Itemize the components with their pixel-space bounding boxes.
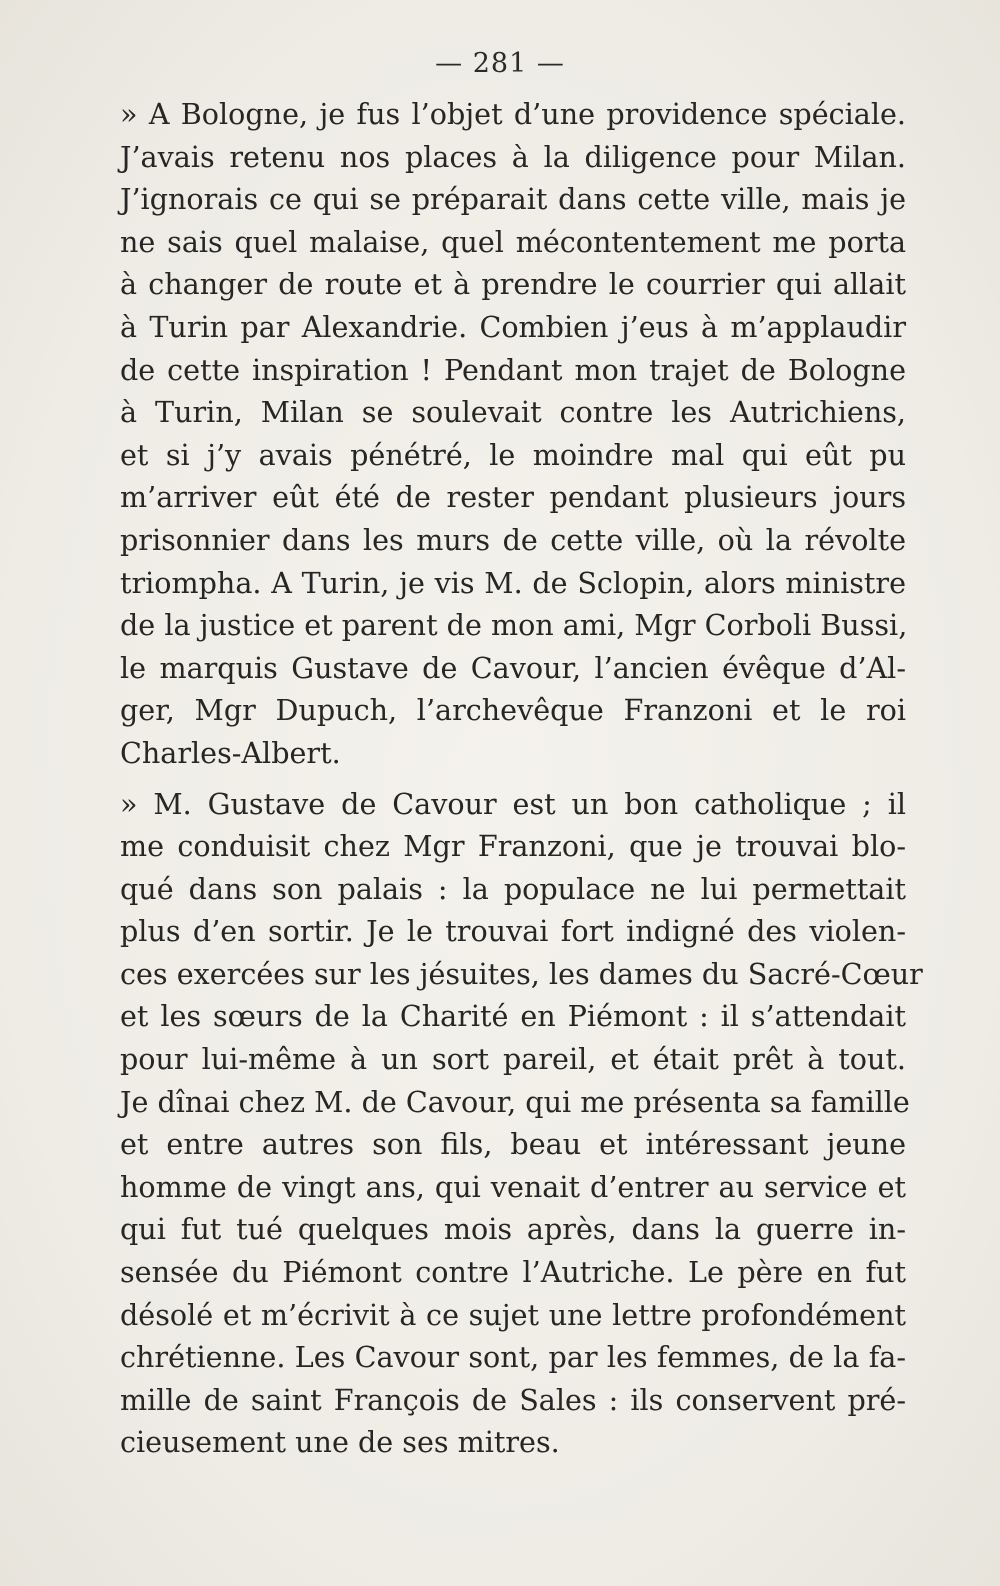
text-line: me conduisit chez Mgr Franzoni, que je trouvai blo- [120,829,906,864]
text-line: et entre autres son fils, beau et intéressant jeune [120,1127,906,1162]
text-line: de cette inspiration ! Pendant mon trajet de Bologne [120,352,906,387]
text-line: homme de vingt ans, qui venait d’entrer au service et [120,1169,906,1204]
text-line: Je dînai chez M. de Cavour, qui me présenta sa famille [120,1084,910,1119]
text-line: et les sœurs de la Charité en Piémont : il s’attendait [120,999,906,1034]
text-line: prisonnier dans les murs de cette ville, où la révolte [120,522,906,557]
text-line: cieusement une de ses mitres. [120,1425,560,1460]
text-line: ces exercées sur les jésuites, les dames du Sacré-Cœur [120,956,923,991]
text-line: triompha. A Turin, je vis M. de Sclopin, alors ministre [120,565,906,600]
text-line: à Turin par Alexandrie. Combien j’eus à m’applaudir [120,309,906,344]
body-text [120,93,923,1464]
text-line: ne sais quel malaise, quel mécontentement me porta [120,224,906,259]
text-line: et si j’y avais pénétré, le moindre mal qui eût pu [120,437,906,472]
text-line: » M. Gustave de Cavour est un bon catholique ; il [120,786,906,821]
text-line: qué dans son palais : la populace ne lui permettait [120,871,906,906]
text-line: ger, Mgr Dupuch, l’archevêque Franzoni et le roi [120,693,906,728]
paragraph-2 [120,783,923,1465]
text-line: à changer de route et à prendre le courrier qui allait [120,267,906,302]
text-line: J’ignorais ce qui se préparait dans cette ville, mais je [120,182,906,217]
text-line: » A Bologne, je fus l’objet d’une providence spéciale. [120,97,906,131]
text-line: mille de saint François de Sales : ils conservent pré- [120,1382,906,1417]
text-line: le marquis Gustave de Cavour, l’ancien évêque d’Al- [120,650,906,685]
text-line: de la justice et parent de mon ami, Mgr Corboli Bussi, [120,608,908,643]
text-line: plus d’en sortir. Je le trouvai fort indigné des violen- [120,914,906,949]
text-line: m’arriver eût été de rester pendant plusieurs jours [120,480,906,515]
text-line: J’avais retenu nos places à la diligence pour Milan. [120,139,906,174]
text-line: sensée du Piémont contre l’Autriche. Le père en fut [120,1255,906,1290]
text-line: à Turin, Milan se soulevait contre les Autrichiens, [120,395,906,430]
page-number: — 281 — [435,48,565,79]
text-line: désolé et m’écrivit à ce sujet une lettre profondément [120,1297,906,1332]
text-line: chrétienne. Les Cavour sont, par les femmes, de la fa- [120,1340,906,1375]
paragraph-gap [120,775,906,783]
text-line: qui fut tué quelques mois après, dans la guerre in- [120,1212,906,1247]
text-line: Charles-Albert. [120,735,341,770]
text-line: pour lui-même à un sort pareil, et était prêt à tout. [120,1042,906,1077]
paragraph-1 [120,93,906,775]
